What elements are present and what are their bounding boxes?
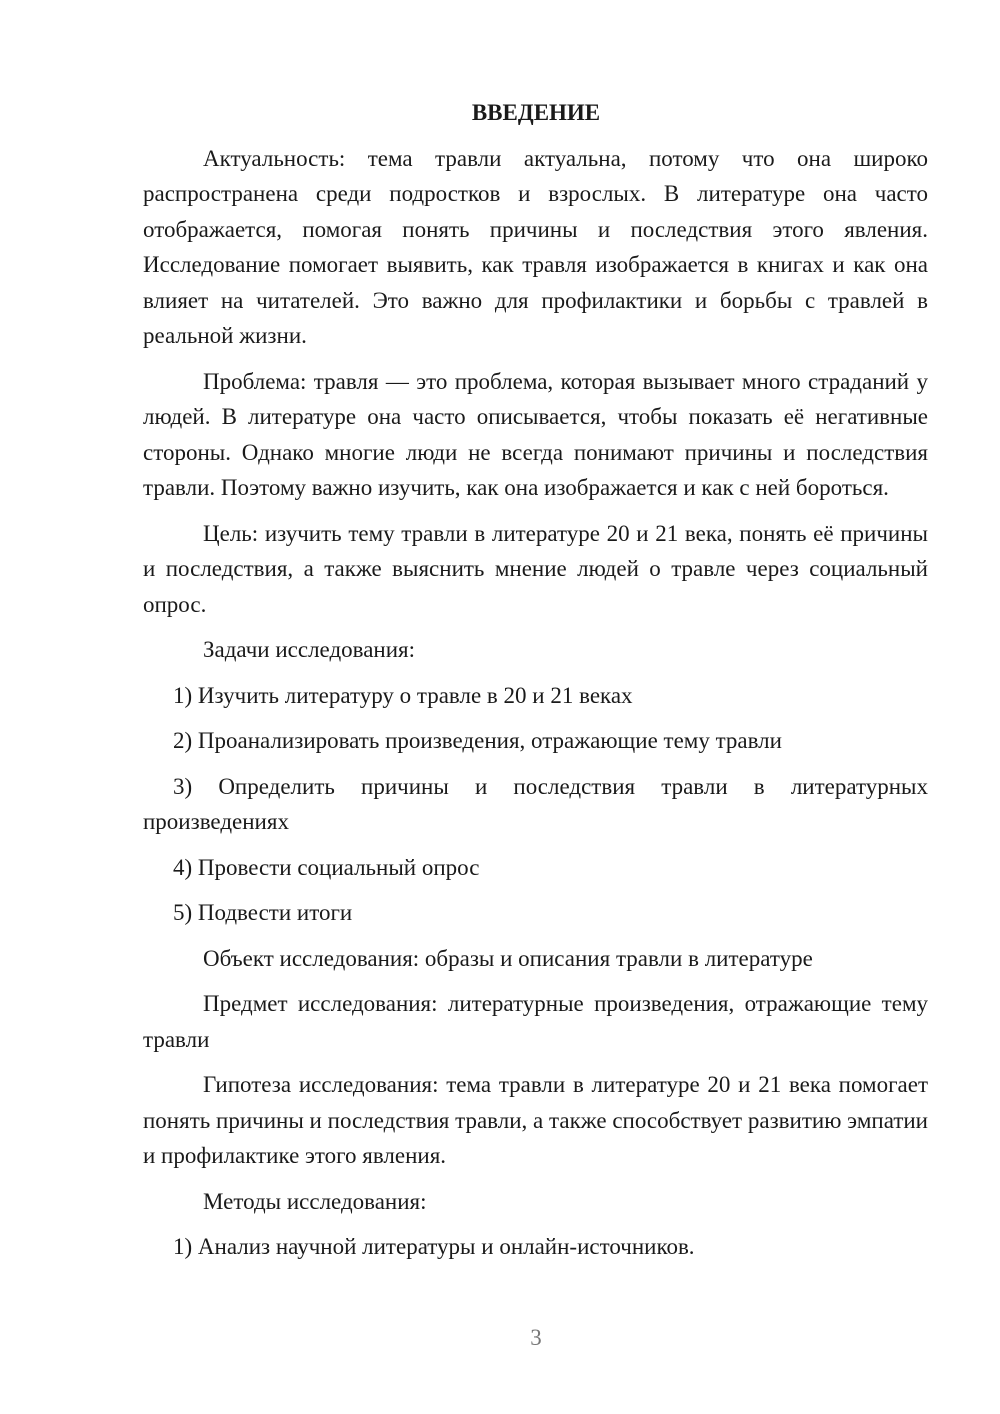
section-heading: ВВЕДЕНИЕ: [471, 100, 601, 125]
task-item-5: 5) Подвести итоги: [173, 900, 353, 925]
subject-paragraph: Предмет исследования: литературные произведения, отражающие тему травли: [143, 991, 928, 1052]
hypothesis-paragraph: Гипотеза исследования: тема травли в литературе 20 и 21 века помогает понять причины и последствия травли, а также способствует развитию эмпатии и профилактике этого явления.: [143, 1072, 928, 1168]
methods-title: Методы исследования:: [203, 1188, 427, 1214]
method-item-1: 1) Анализ научной литературы и онлайн-источников.: [173, 1234, 695, 1259]
page-content: [143, 95, 928, 1275]
goal-paragraph: Цель: изучить тему травли в литературе 20 и 21 века, понять её причины и последствия, а также выяснить мнение людей о травле через социальный опрос.: [143, 520, 928, 617]
tasks-title: Задачи исследования:: [203, 637, 416, 662]
object-paragraph: Объект исследования: образы и описания травли в литературе: [203, 945, 813, 971]
task-item-1: 1) Изучить литературу о травле в 20 и 21 веках: [173, 682, 633, 708]
problem-paragraph: Проблема: травля — это проблема, которая вызывает много страданий у людей. В литературе она часто описывается, чтобы показать её негативные стороны. Однако многие люди не всегда понимают причины и последствия травли. Поэтому важно изучить, как она изображается и как с ней бороться.: [143, 368, 928, 500]
task-item-4: 4) Провести социальный опрос: [173, 854, 480, 880]
page-number: 3: [530, 1325, 542, 1350]
relevance-paragraph: Актуальность: тема травли актуальна, потому что она широко распространена среди подростков и взрослых. В литературе она часто отображается, помогая понять причины и последствия этого явления. Исследование помогает выявить, как травля изображается в книгах и как она влияет на читателей. Это важно для профилактики и борьбы с травлей в реальной жизни.: [143, 145, 928, 348]
task-item-2: 2) Проанализировать произведения, отражающие тему травли: [173, 728, 782, 753]
task-item-3: 3) Определить причины и последствия травли в литературных произведениях: [143, 773, 928, 834]
